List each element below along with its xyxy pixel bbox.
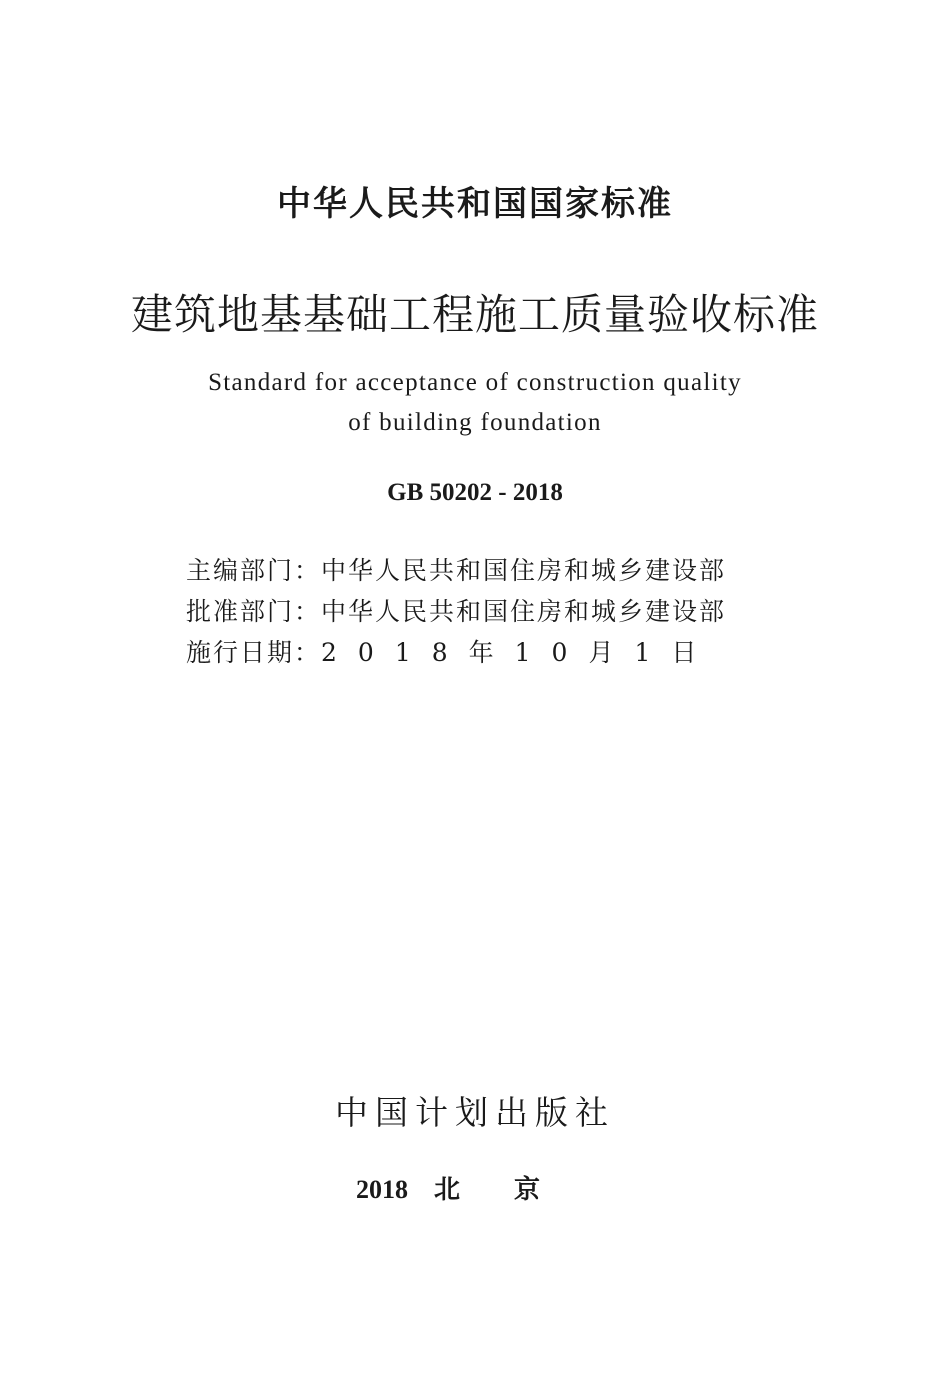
editor-department-row — [186, 551, 726, 587]
approver-department-label: 批准部门： — [186, 597, 322, 626]
publication-line — [0, 1169, 950, 1206]
publication-year: 2018 — [355, 1175, 408, 1204]
publication-city: 北京 — [433, 1175, 594, 1205]
publisher-name: 中国计划出版社 — [335, 1093, 615, 1132]
effective-date-label: 施行日期： — [186, 638, 322, 667]
editor-department-label: 主编部门： — [186, 556, 322, 585]
chinese-title: 建筑地基基础工程施工质量验收标准 — [130, 290, 819, 339]
effective-date-row — [186, 633, 717, 669]
english-title-line-1: Standard for acceptance of construction quality — [208, 369, 742, 396]
standard-code: GB 50202 - 2018 — [387, 479, 563, 506]
approver-department-row — [186, 592, 726, 628]
standard-series-heading: 中华人民共和国国家标准 — [277, 184, 673, 224]
english-title-line-2: of building foundation — [348, 409, 602, 436]
effective-date-value: 2018年10月1日 — [321, 638, 718, 667]
editor-department-value: 中华人民共和国住房和城乡建设部 — [321, 556, 727, 585]
approver-department-value: 中华人民共和国住房和城乡建设部 — [321, 597, 727, 626]
